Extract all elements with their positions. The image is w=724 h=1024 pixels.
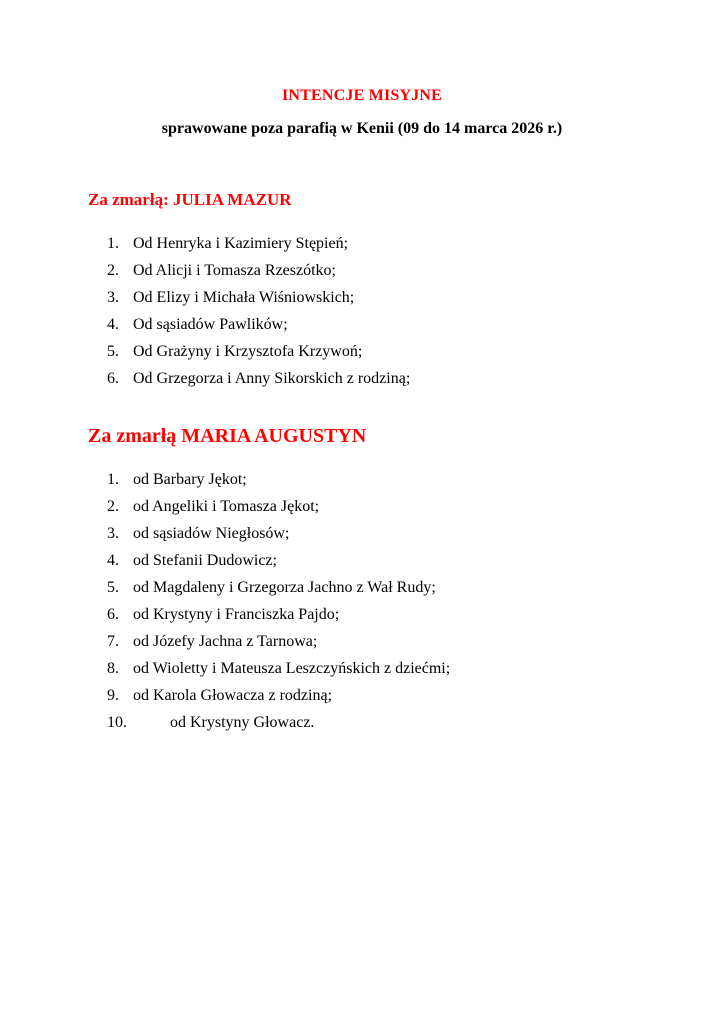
- list-item: [88, 338, 636, 365]
- item-number: 6.: [107, 370, 119, 387]
- list-item: [88, 520, 636, 547]
- intentions-section: [88, 424, 636, 736]
- item-text: Od Grzegorza i Anny Sikorskich z rodziną;: [133, 370, 411, 387]
- document-subtitle: sprawowane poza parafią w Kenii (09 do 14 marca 2026 r.): [161, 120, 563, 137]
- item-number: 2.: [107, 262, 119, 279]
- intentions-list: [88, 230, 636, 392]
- list-item: [88, 601, 636, 628]
- item-text: od Barbary Jękot;: [133, 471, 247, 488]
- item-number: 8.: [107, 660, 119, 677]
- item-number: 5.: [107, 343, 119, 360]
- item-number: 10.: [107, 714, 127, 731]
- list-item: [88, 493, 636, 520]
- item-number: 3.: [107, 289, 119, 306]
- item-text: od Karola Głowacza z rodziną;: [133, 687, 333, 704]
- sections: [88, 190, 636, 736]
- list-item: [88, 682, 636, 709]
- item-text: Od sąsiadów Pawlików;: [133, 316, 288, 333]
- item-text: od sąsiadów Niegłosów;: [133, 525, 290, 542]
- item-text: od Stefanii Dudowicz;: [133, 552, 277, 569]
- item-text: Od Alicji i Tomasza Rzeszótko;: [133, 262, 336, 279]
- intentions-section: [88, 190, 636, 392]
- item-text: od Magdaleny i Grzegorza Jachno z Wał Rudy;: [133, 579, 436, 596]
- item-text: Od Grażyny i Krzysztofa Krzywoń;: [133, 343, 363, 360]
- section-heading: Za zmarłą MARIA AUGUSTYN: [88, 425, 367, 447]
- item-number: 2.: [107, 498, 119, 515]
- item-number: 1.: [107, 235, 119, 252]
- item-number: 5.: [107, 579, 119, 596]
- item-number: 3.: [107, 525, 119, 542]
- list-item: [88, 466, 636, 493]
- item-text: Od Elizy i Michała Wiśniowskich;: [133, 289, 355, 306]
- item-text: od Krystyny i Franciszka Pajdo;: [133, 606, 340, 623]
- item-number: 1.: [107, 471, 119, 488]
- list-item: [88, 257, 636, 284]
- item-number: 6.: [107, 606, 119, 623]
- item-number: 4.: [107, 316, 119, 333]
- list-item: [88, 284, 636, 311]
- item-text: od Wioletty i Mateusza Leszczyńskich z dziećmi;: [133, 660, 451, 677]
- item-text: Od Henryka i Kazimiery Stępień;: [133, 235, 349, 252]
- intentions-list: [88, 466, 636, 736]
- list-item: [88, 547, 636, 574]
- list-item: [88, 709, 636, 736]
- list-item: [88, 655, 636, 682]
- list-item: [88, 574, 636, 601]
- item-number: 9.: [107, 687, 119, 704]
- list-item: [88, 628, 636, 655]
- document-title: INTENCJE MISYJNE: [281, 87, 443, 104]
- item-text: od Józefy Jachna z Tarnowa;: [133, 633, 318, 650]
- list-item: [88, 365, 636, 392]
- item-number: 4.: [107, 552, 119, 569]
- item-text: od Angeliki i Tomasza Jękot;: [133, 498, 320, 515]
- list-item: [88, 230, 636, 257]
- list-item: [88, 311, 636, 338]
- item-number: 7.: [107, 633, 119, 650]
- section-heading: Za zmarłą: JULIA MAZUR: [88, 190, 292, 209]
- item-text: od Krystyny Głowacz.: [170, 714, 315, 731]
